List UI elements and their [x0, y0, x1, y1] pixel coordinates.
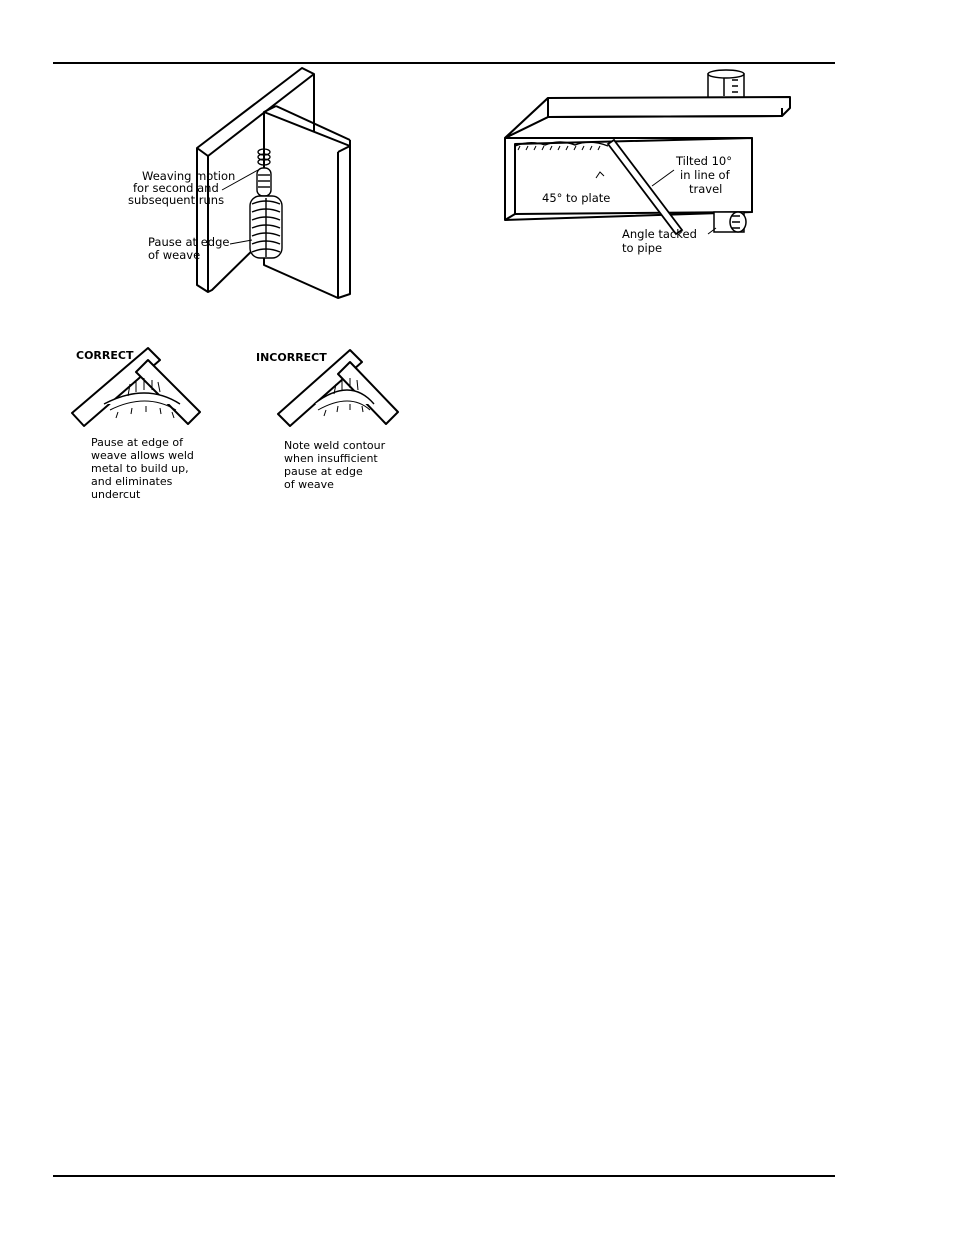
pipe-top [708, 70, 744, 100]
incorrect-caption-1: Note weld contour [284, 439, 386, 452]
tilted-label-3: travel [689, 182, 723, 196]
footer-rule [53, 1175, 835, 1177]
correct-title: CORRECT [76, 349, 134, 362]
pause-label-1: Pause at edge [148, 235, 230, 249]
correct-caption-5: undercut [91, 488, 141, 501]
correct-caption-1: Pause at edge of [91, 436, 183, 449]
tilted-label-1: Tilted 10° [676, 154, 732, 168]
correct-caption-3: metal to build up, [91, 462, 189, 475]
incorrect-title: INCORRECT [256, 351, 327, 364]
tacked-label-2: to pipe [622, 241, 663, 255]
correct-caption-2: weave allows weld [91, 449, 194, 462]
weaving-label-3: subsequent runs [128, 193, 225, 207]
incorrect-caption-4: of weave [284, 478, 334, 491]
weaving-label-2: for second and [133, 181, 219, 195]
weld-profile-comparison [0, 330, 954, 510]
correct-caption-4: and eliminates [91, 475, 173, 488]
weaving-label-1: Weaving motion [142, 169, 236, 183]
pipe-bottom [714, 212, 746, 232]
tacked-label-1: Angle tacked [622, 227, 697, 241]
tilted-label-2: in line of [680, 168, 730, 182]
angle-45-label: 45° to plate [542, 191, 611, 205]
incorrect-caption-3: pause at edge [284, 465, 363, 478]
pause-label-2: of weave [148, 248, 201, 262]
pipe-fixture-diagram [0, 0, 954, 320]
incorrect-caption-2: when insufficient [284, 452, 378, 465]
